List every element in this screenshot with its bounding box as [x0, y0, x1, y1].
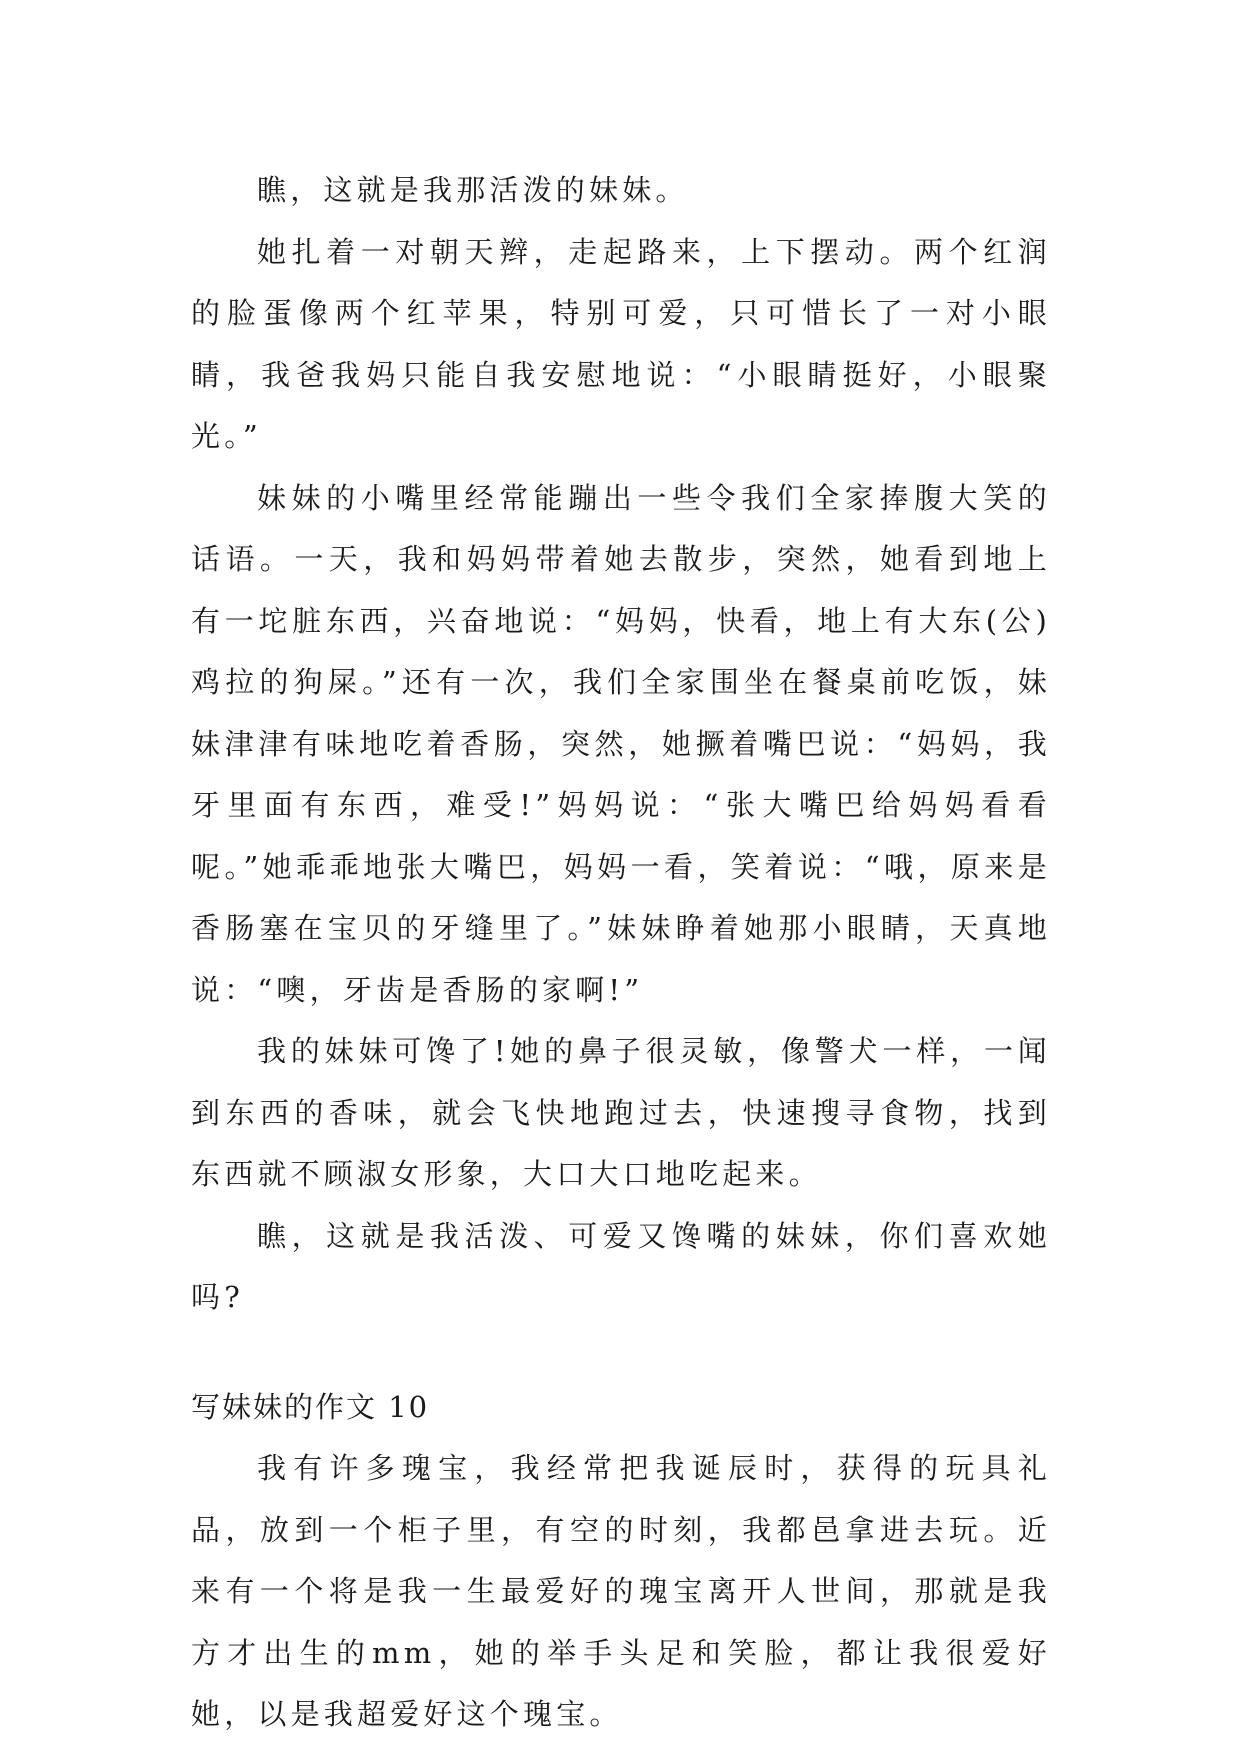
paragraph: 瞧，这就是我那活泼的妹妹。 — [257, 173, 689, 207]
paragraph: 瞧，这就是我活泼、可爱又馋嘴的妹妹，你们喜欢她吗? — [191, 1218, 1051, 1314]
paragraph: 她扎着一对朝天辫，走起路来，上下摆动。两个红润的脸蛋像两个红苹果，特别可爱，只可惜长了一对小眼睛，我爸我妈只能自我安慰地说：“小眼睛挺好，小眼聚光。” — [191, 234, 1051, 453]
document-body — [191, 160, 1051, 1746]
paragraph: 我有许多瑰宝，我经常把我诞辰时，获得的玩具礼品，放到一个柜子里，有空的时刻，我都邑拿进去玩。近来有一个将是我一生最爱好的瑰宝离开人世间，那就是我方才出生的mm，她的举手头足和笑脸，都让我很爱好她，以是我超爱好这个瑰宝。 — [191, 1451, 1051, 1731]
paragraph: 我的妹妹可馋了!她的鼻子很灵敏，像警犬一样，一闻到东西的香味，就会飞快地跑过去，快速搜寻食物，找到东西就不顾淑女形象，大口大口地吃起来。 — [191, 1034, 1051, 1191]
paragraph: 妹妹的小嘴里经常能蹦出一些令我们全家捧腹大笑的话语。一天，我和妈妈带着她去散步，突然，她看到地上有一坨脏东西，兴奋地说：“妈妈，快看，地上有大东(公)鸡拉的狗屎。”还有一次，我们全家围坐在餐桌前吃饭，妹妹津津有味地吃着香肠，突然，她撅着嘴巴说：“妈妈，我牙里面有东西，难受!”妈妈说：“张大嘴巴给妈妈看看呢。”她乖乖地张大嘴巴，妈妈一看，笑着说：“哦，原来是香肠塞在宝贝的牙缝里了。”妹妹睁着她那小眼睛，天真地说：“噢，牙齿是香肠的家啊!” — [191, 480, 1051, 1007]
section-title: 写妹妹的作文 10 — [191, 1389, 430, 1424]
